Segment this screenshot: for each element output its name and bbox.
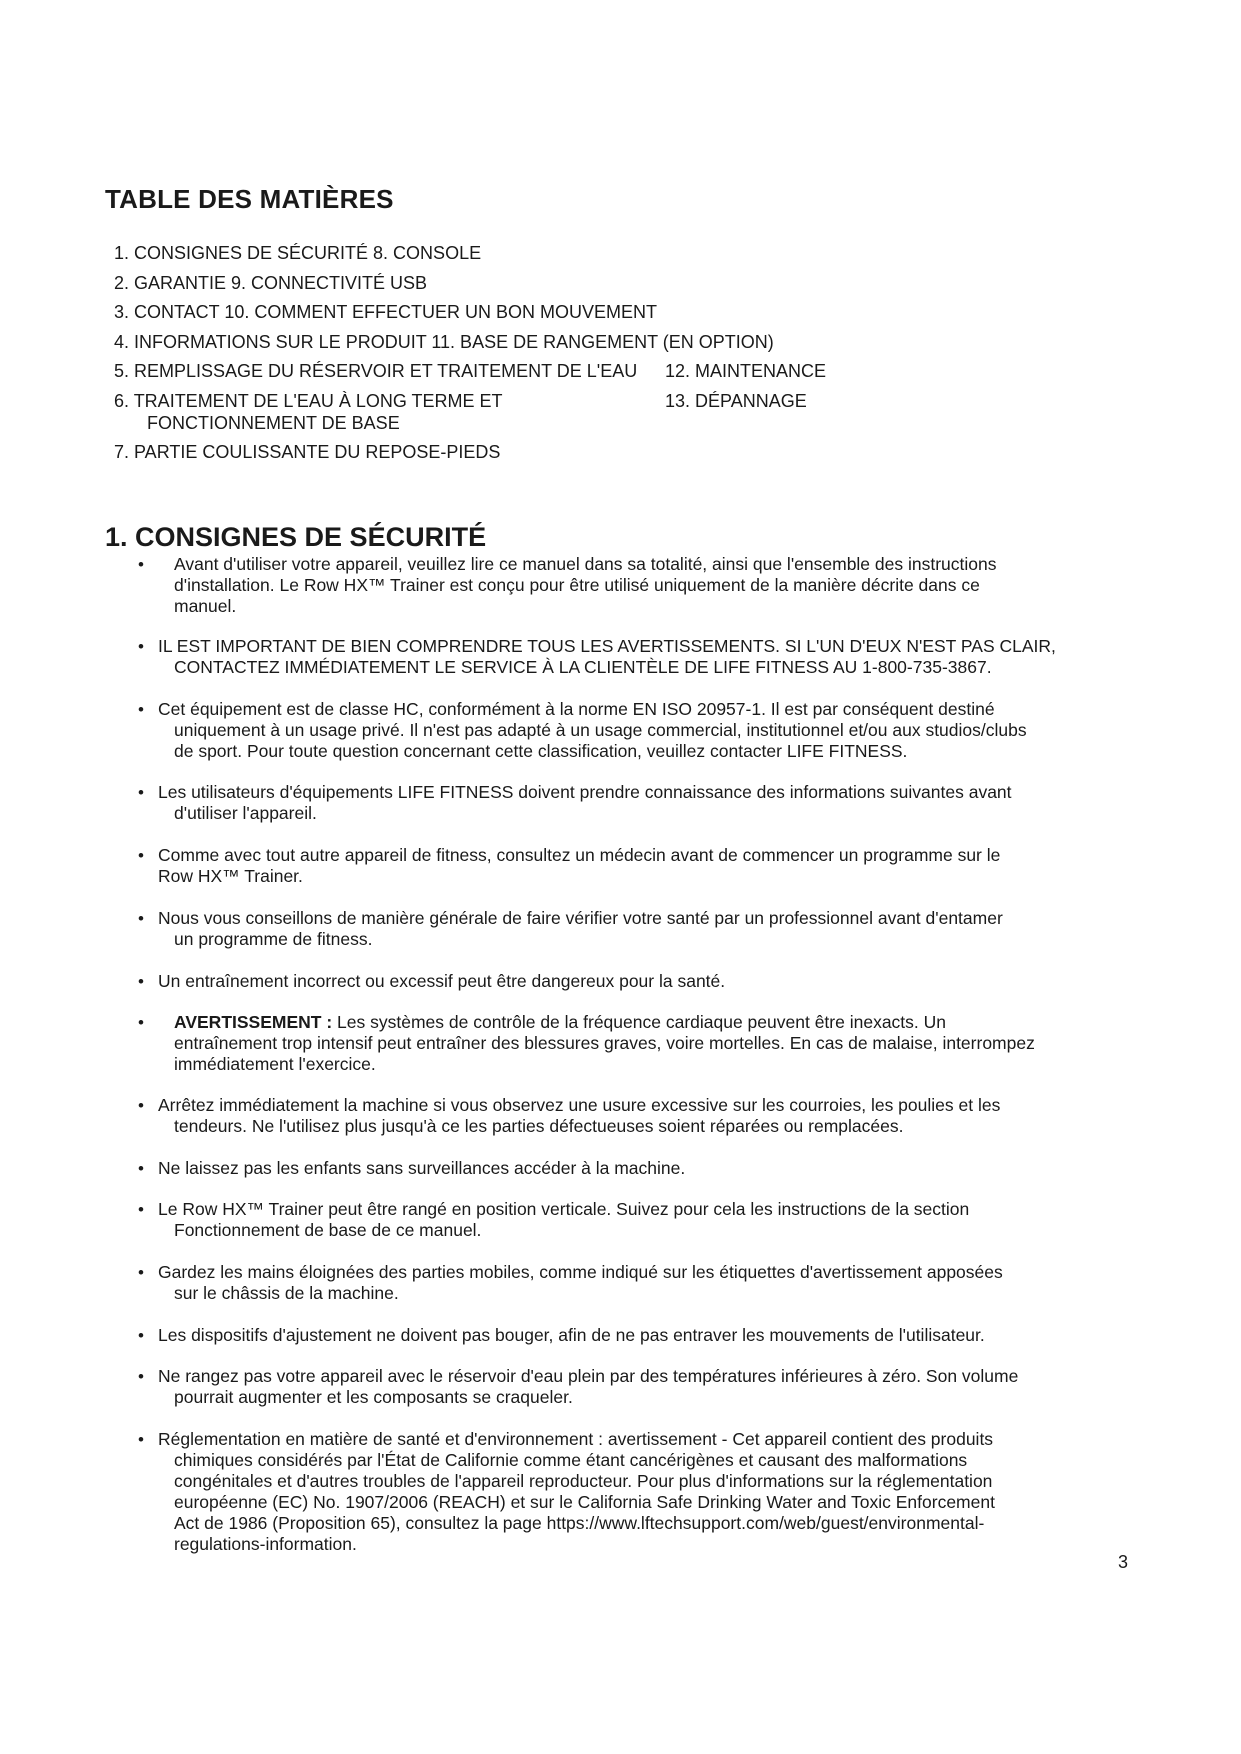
bullet-text: Les utilisateurs d'équipements LIFE FITNESS doivent prendre connaissance des informations suivantes avant xyxy=(158,782,1012,802)
bullet-text: CONTACTEZ IMMÉDIATEMENT LE SERVICE À LA CLIENTÈLE DE LIFE FITNESS AU 1-800-735-3867. xyxy=(174,657,992,677)
bullet-marker: • xyxy=(138,1367,144,1386)
bullet-text: Le Row HX™ Trainer peut être rangé en position verticale. Suivez pour cela les instructions de la section xyxy=(158,1199,970,1219)
bullet-text: Réglementation en matière de santé et d'environnement : avertissement - Cet appareil contient des produits xyxy=(158,1429,994,1449)
bullet-text: Arrêtez immédiatement la machine si vous observez une usure excessive sur les courroies, les poulies et les xyxy=(158,1095,1001,1115)
bullet-marker: • xyxy=(138,846,144,865)
bullet-text: Avant d'utiliser votre appareil, veuillez lire ce manuel dans sa totalité, ainsi que l'ensemble des instructions xyxy=(174,554,997,574)
bullet-text: Row HX™ Trainer. xyxy=(158,866,303,886)
toc-line: 3. CONTACT 10. COMMENT EFFECTUER UN BON MOUVEMENT xyxy=(114,302,658,322)
bullet-text: Gardez les mains éloignées des parties mobiles, comme indiqué sur les étiquettes d'avertissement apposées xyxy=(158,1262,1003,1282)
bullet-marker: • xyxy=(138,909,144,928)
bullet-text: Les dispositifs d'ajustement ne doivent pas bouger, afin de ne pas entraver les mouvements de l'utilisateur. xyxy=(158,1325,985,1345)
bullet-text: tendeurs. Ne l'utilisez plus jusqu'à ce les parties défectueuses soient réparées ou remplacées. xyxy=(174,1116,904,1136)
bullet-marker: • xyxy=(138,1200,144,1219)
toc-line: 6. TRAITEMENT DE L'EAU À LONG TERME ET xyxy=(114,391,503,411)
bullet-marker: • xyxy=(138,1263,144,1282)
bullet-text: européenne (EC) No. 1907/2006 (REACH) et sur le California Safe Drinking Water and Toxic Enforcement xyxy=(174,1492,995,1512)
bullet-marker: • xyxy=(138,1096,144,1115)
bullet-text: d'utiliser l'appareil. xyxy=(174,803,317,823)
bullet-text: immédiatement l'exercice. xyxy=(174,1054,376,1074)
bullet-text: de sport. Pour toute question concernant cette classification, veuillez contacter LIFE FITNESS. xyxy=(174,741,908,761)
toc-line: 13. DÉPANNAGE xyxy=(665,391,807,411)
bullet-text: d'installation. Le Row HX™ Trainer est conçu pour être utilisé uniquement de la manière décrite dans ce xyxy=(174,575,980,595)
toc-line: 7. PARTIE COULISSANTE DU REPOSE-PIEDS xyxy=(114,442,501,462)
bullet-marker: • xyxy=(138,783,144,802)
bullet-text: sur le châssis de la machine. xyxy=(174,1283,399,1303)
bullet-marker: • xyxy=(138,1326,144,1345)
bullet-marker: • xyxy=(138,1013,144,1032)
toc-line: 4. INFORMATIONS SUR LE PRODUIT 11. BASE DE RANGEMENT (EN OPTION) xyxy=(114,332,774,352)
bullet-text: entraînement trop intensif peut entraîner des blessures graves, voire mortelles. En cas de malaise, interrompez xyxy=(174,1033,1035,1053)
toc-line: 5. REMPLISSAGE DU RÉSERVOIR ET TRAITEMENT DE L'EAU xyxy=(114,361,638,381)
toc-line: 2. GARANTIE 9. CONNECTIVITÉ USB xyxy=(114,273,428,293)
warning-text: Les systèmes de contrôle de la fréquence cardiaque peuvent être inexacts. Un xyxy=(332,1012,947,1032)
bullet-text: congénitales et d'autres troubles de l'appareil reproducteur. Pour plus d'informations sur la réglementation xyxy=(174,1471,993,1491)
bullet-text: regulations-information. xyxy=(174,1534,357,1554)
warning-label: AVERTISSEMENT : xyxy=(174,1012,333,1032)
bullet-text: uniquement à un usage privé. Il n'est pas adapté à un usage commercial, institutionnel et/ou aux studios/clubs xyxy=(174,720,1027,740)
bullet-text: chimiques considérés par l'État de Californie comme étant cancérigènes et causant des malformations xyxy=(174,1450,968,1470)
bullet-text: pourrait augmenter et les composants se craqueler. xyxy=(174,1387,573,1407)
bullet-text: Nous vous conseillons de manière générale de faire vérifier votre santé par un professionnel avant d'entamer xyxy=(158,908,1003,928)
bullet-marker: • xyxy=(138,1430,144,1449)
section-title: 1. CONSIGNES DE SÉCURITÉ xyxy=(105,522,487,552)
bullet-text: un programme de fitness. xyxy=(174,929,373,949)
toc-line: 12. MAINTENANCE xyxy=(665,361,827,381)
bullet-text: Comme avec tout autre appareil de fitness, consultez un médecin avant de commencer un programme sur le xyxy=(158,845,1001,865)
bullet-marker: • xyxy=(138,637,144,656)
bullet-marker: • xyxy=(138,700,144,719)
page-number: 3 xyxy=(1118,1552,1129,1572)
bullet-text: IL EST IMPORTANT DE BIEN COMPRENDRE TOUS LES AVERTISSEMENTS. SI L'UN D'EUX N'EST PAS CLAIR, xyxy=(158,636,1056,656)
bullet-text: Act de 1986 (Proposition 65), consultez la page https://www.lftechsupport.com/web/guest/environmental- xyxy=(174,1513,985,1533)
bullet-text: Cet équipement est de classe HC, conformément à la norme EN ISO 20957-1. Il est par conséquent destiné xyxy=(158,699,995,719)
bullet-text: Ne laissez pas les enfants sans surveillances accéder à la machine. xyxy=(158,1158,686,1178)
bullet-marker: • xyxy=(138,555,144,574)
bullet-text: Un entraînement incorrect ou excessif peut être dangereux pour la santé. xyxy=(158,971,726,991)
bullet-marker: • xyxy=(138,972,144,991)
toc-line: FONCTIONNEMENT DE BASE xyxy=(147,413,400,433)
toc-title: TABLE DES MATIÈRES xyxy=(105,184,394,214)
bullet-text: Ne rangez pas votre appareil avec le réservoir d'eau plein par des températures inférieures à zéro. Son volume xyxy=(158,1366,1019,1386)
bullet-text: Fonctionnement de base de ce manuel. xyxy=(174,1220,482,1240)
toc-line: 1. CONSIGNES DE SÉCURITÉ 8. CONSOLE xyxy=(114,243,482,263)
bullet-text xyxy=(174,1012,946,1033)
bullet-text: manuel. xyxy=(174,596,237,616)
bullet-marker: • xyxy=(138,1159,144,1178)
